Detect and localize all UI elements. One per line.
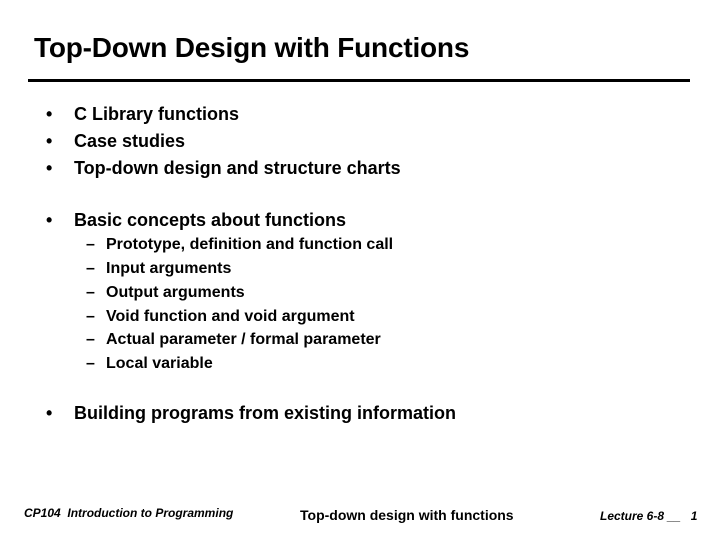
sub-bullet-text: Void function and void argument (106, 308, 355, 325)
dash-marker: – (86, 284, 95, 301)
bullet-item (46, 131, 185, 152)
bullet-item (46, 210, 346, 231)
bullet-marker: • (46, 210, 53, 230)
sub-bullet-text: Output arguments (106, 284, 245, 301)
slide-title: Top-Down Design with Functions (34, 32, 470, 63)
bullet-text: Basic concepts about functions (74, 210, 347, 230)
dash-marker: – (86, 355, 95, 372)
dash-marker: – (86, 331, 95, 348)
bullet-marker: • (46, 403, 53, 423)
sub-bullet-text: Prototype, definition and function call (106, 236, 394, 253)
footer-topic: Top-down design with functions (300, 507, 514, 523)
dash-marker: – (86, 236, 95, 253)
dash-marker: – (86, 260, 95, 277)
dash-marker: – (86, 308, 95, 325)
bullet-item (46, 403, 456, 424)
footer-lecture-page: Lecture 6-8 __ 1 (600, 509, 698, 523)
sub-bullet-item (86, 260, 231, 278)
bullet-text: Case studies (74, 131, 186, 151)
bullet-marker: • (46, 131, 53, 151)
footer-course: CP104 Introduction to Programming (24, 506, 234, 520)
sub-bullet-item (86, 284, 245, 302)
bullet-item (46, 158, 401, 179)
bullet-item (46, 104, 239, 125)
title-underline (28, 79, 690, 82)
sub-bullet-text: Input arguments (106, 260, 232, 277)
bullet-text: C Library functions (74, 104, 240, 124)
bullet-text: Building programs from existing information (74, 403, 457, 423)
sub-bullet-item (86, 355, 213, 373)
sub-bullet-item (86, 236, 393, 254)
sub-bullet-item (86, 331, 381, 349)
sub-bullet-text: Local variable (106, 355, 213, 372)
bullet-text: Top-down design and structure charts (74, 158, 401, 178)
sub-bullet-text: Actual parameter / formal parameter (106, 331, 381, 348)
bullet-marker: • (46, 104, 53, 124)
sub-bullet-item (86, 308, 355, 326)
bullet-marker: • (46, 158, 53, 178)
